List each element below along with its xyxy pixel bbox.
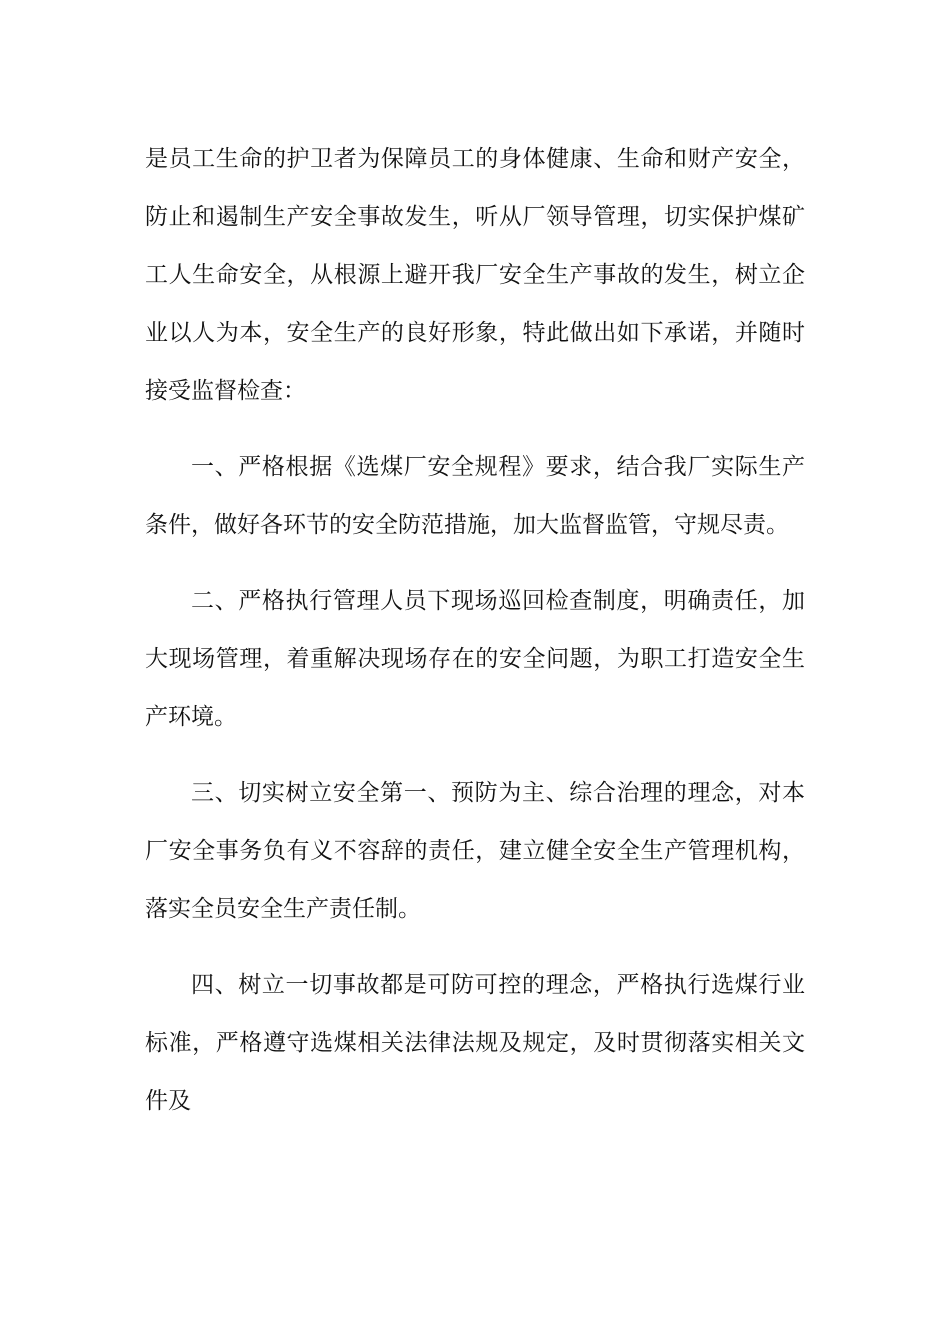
paragraph-item-2: 二、严格执行管理人员下现场巡回检查制度，明确责任，加大现场管理，着重解决现场存在的安全问题，为职工打造安全生产环境。 [145,588,805,730]
paragraph-item-3: 三、切实树立安全第一、预防为主、综合治理的理念，对本厂安全事务负有义不容辞的责任，建立健全安全生产管理机构，落实全员安全生产责任制。 [145,780,805,922]
document-body [145,130,805,1130]
paragraph-item-4: 四、树立一切事故都是可防可控的理念，严格执行选煤行业标准，严格遵守选煤相关法律法规及规定，及时贯彻落实相关文件及 [145,972,805,1114]
paragraph-commitment-intro: 是员工生命的护卫者为保障员工的身体健康、生命和财产安全，防止和遏制生产安全事故发生，听从厂领导管理，切实保护煤矿工人生命安全，从根源上避开我厂安全生产事故的发生，树立企业以人为本，安全生产的良好形象，特此做出如下承诺，并随时接受监督检查： [145,146,805,404]
paragraph-item-1: 一、严格根据《选煤厂安全规程》要求，结合我厂实际生产条件，做好各环节的安全防范措施，加大监督监管，守规尽责。 [145,454,805,538]
